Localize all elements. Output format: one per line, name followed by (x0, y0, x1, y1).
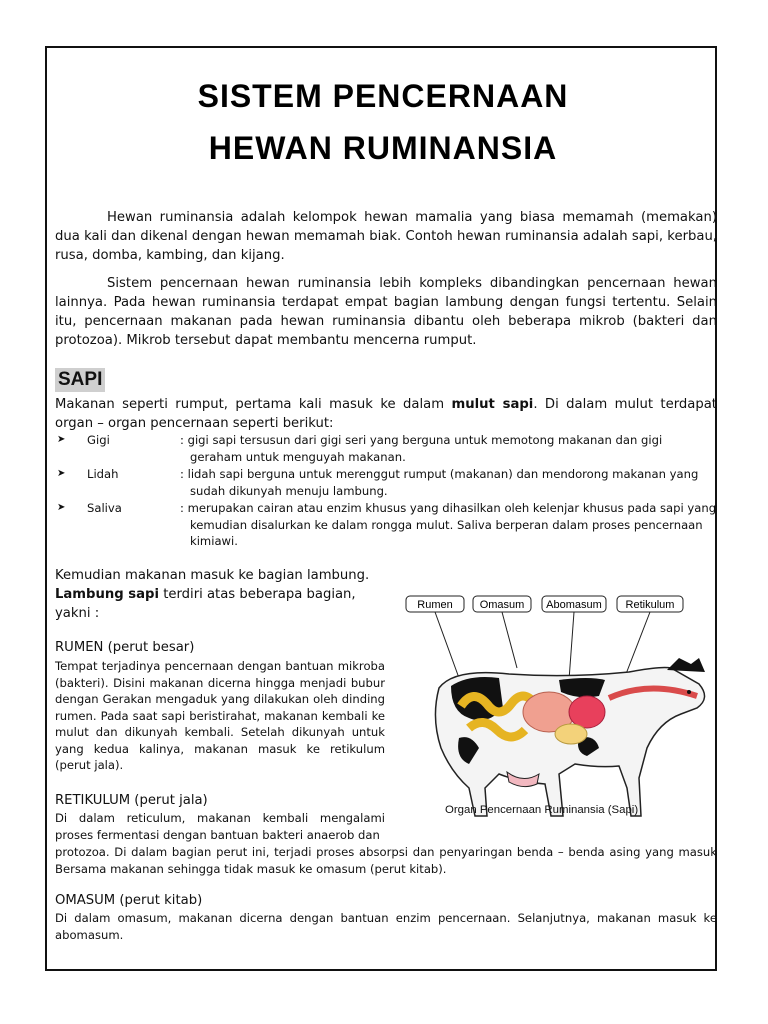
document-page (45, 46, 717, 971)
figure-caption: Organ Pencernaan Ruminansia (Sapi) (445, 804, 639, 816)
omasum-heading: OMASUM (perut kitab) (55, 893, 203, 908)
intro-paragraph-1: Hewan ruminansia adalah kelompok hewan mamalia yang biasa memamah (memakan) dua kali dan dikenal dengan hewan memamah biak. Contoh hewan ruminansia adalah sapi, kerbau, rusa, domba, kambing, dan kijang. (55, 210, 717, 263)
list-item (55, 432, 717, 465)
rumen-text: Tempat terjadinya pencernaan dengan bantuan mikroba (bakteri). Disini makanan dicerna hingga menjadi bubur dengan Gerakan mengaduk yang dilakukan oleh dinding rumen. Pada saat sapi beristirahat, makanan kembali ke mulut dan dikunyah kembali. Setelah dikunyah untuk yang kedua kalinya, makanan masuk ke retikulum (perut jala). (55, 659, 385, 772)
lambung-intro-text-a: Kemudian makanan masuk ke bagian lambung. (55, 568, 370, 583)
section-heading-sapi: SAPI (55, 368, 105, 392)
retikulum-text-b: protozoa. Di dalam bagian perut ini, terjadi proses absorpsi dan penyaringan benda – benda asing yang masuk Bersama makanan sehingga tidak masuk ke omasum (perut kitab). (55, 845, 717, 876)
sapi-intro-text-b: . Di dalam mulut terdapat organ – organ pencernaan seperti berikut: (55, 397, 717, 431)
lambung-intro-bold: Lambung sapi (55, 587, 159, 602)
omasum-text: Di dalam omasum, makanan dicerna dengan bantuan enzim pencernaan. Selanjutnya, makanan masuk ke abomasum. (55, 911, 717, 942)
lambung-intro-text-b: terdiri atas beberapa bagian, yakni : (55, 587, 356, 621)
rumen-heading: RUMEN (perut besar) (55, 640, 195, 655)
organ-name: Lidah (87, 467, 119, 481)
sapi-intro-text-a: Makanan seperti rumput, pertama kali masuk ke dalam (55, 397, 452, 412)
cow-digestive-diagram (399, 588, 719, 828)
label-rumen: Rumen (417, 599, 453, 611)
label-retikulum: Retikulum (625, 599, 675, 611)
title-line-2: HEWAN RUMINANSIA (208, 130, 558, 166)
arrow-bullet-icon: ➤ (57, 502, 66, 513)
arrow-bullet-icon: ➤ (57, 434, 66, 445)
retikulum-heading: RETIKULUM (perut jala) (55, 793, 208, 808)
title-line-1: SISTEM PENCERNAAN (197, 78, 569, 114)
list-item (55, 466, 717, 499)
lambung-intro (55, 566, 375, 623)
organ-description: : gigi sapi tersusun dari gigi seri yang berguna untuk memotong makanan dan gigi geraham untuk menguyah makanan. (180, 433, 663, 464)
organ-name: Gigi (87, 433, 110, 447)
sapi-intro-bold: mulut sapi (451, 397, 534, 412)
cow-illustration (435, 658, 705, 816)
arrow-bullet-icon: ➤ (57, 468, 66, 479)
label-abomasum: Abomasum (546, 599, 602, 611)
label-omasum: Omasum (479, 599, 525, 611)
list-item (55, 500, 717, 550)
organ-list (55, 432, 717, 551)
organ-name: Saliva (87, 501, 122, 515)
sapi-intro (55, 395, 717, 433)
retikulum-text-a: Di dalam reticulum, makanan kembali mengalami proses fermentasi dengan bantuan bakteri anaerob dan (55, 811, 385, 842)
intro-paragraph-2: Sistem pencernaan hewan ruminansia lebih kompleks dibandingkan pencernaan hewan lainnya. Pada hewan ruminansia terdapat empat bagian lambung dengan fungsi tertentu. Selain itu, pencernaan makanan pada hewan ruminansia dibantu oleh beberapa mikrob (bakteri dan protozoa). Mikrob tersebut dapat membantu mencerna rumput. (55, 276, 717, 348)
organ-description: : lidah sapi berguna untuk merenggut rumput (makanan) dan mendorong makanan yang sudah dikunyah menuju lambung. (180, 467, 699, 498)
organ-description: : merupakan cairan atau enzim khusus yang dihasilkan oleh kelenjar khusus pada sapi yang kemudian disalurkan ke dalam rongga mulut. Saliva berperan dalam proses pencernaan kimiawi. (180, 501, 717, 548)
